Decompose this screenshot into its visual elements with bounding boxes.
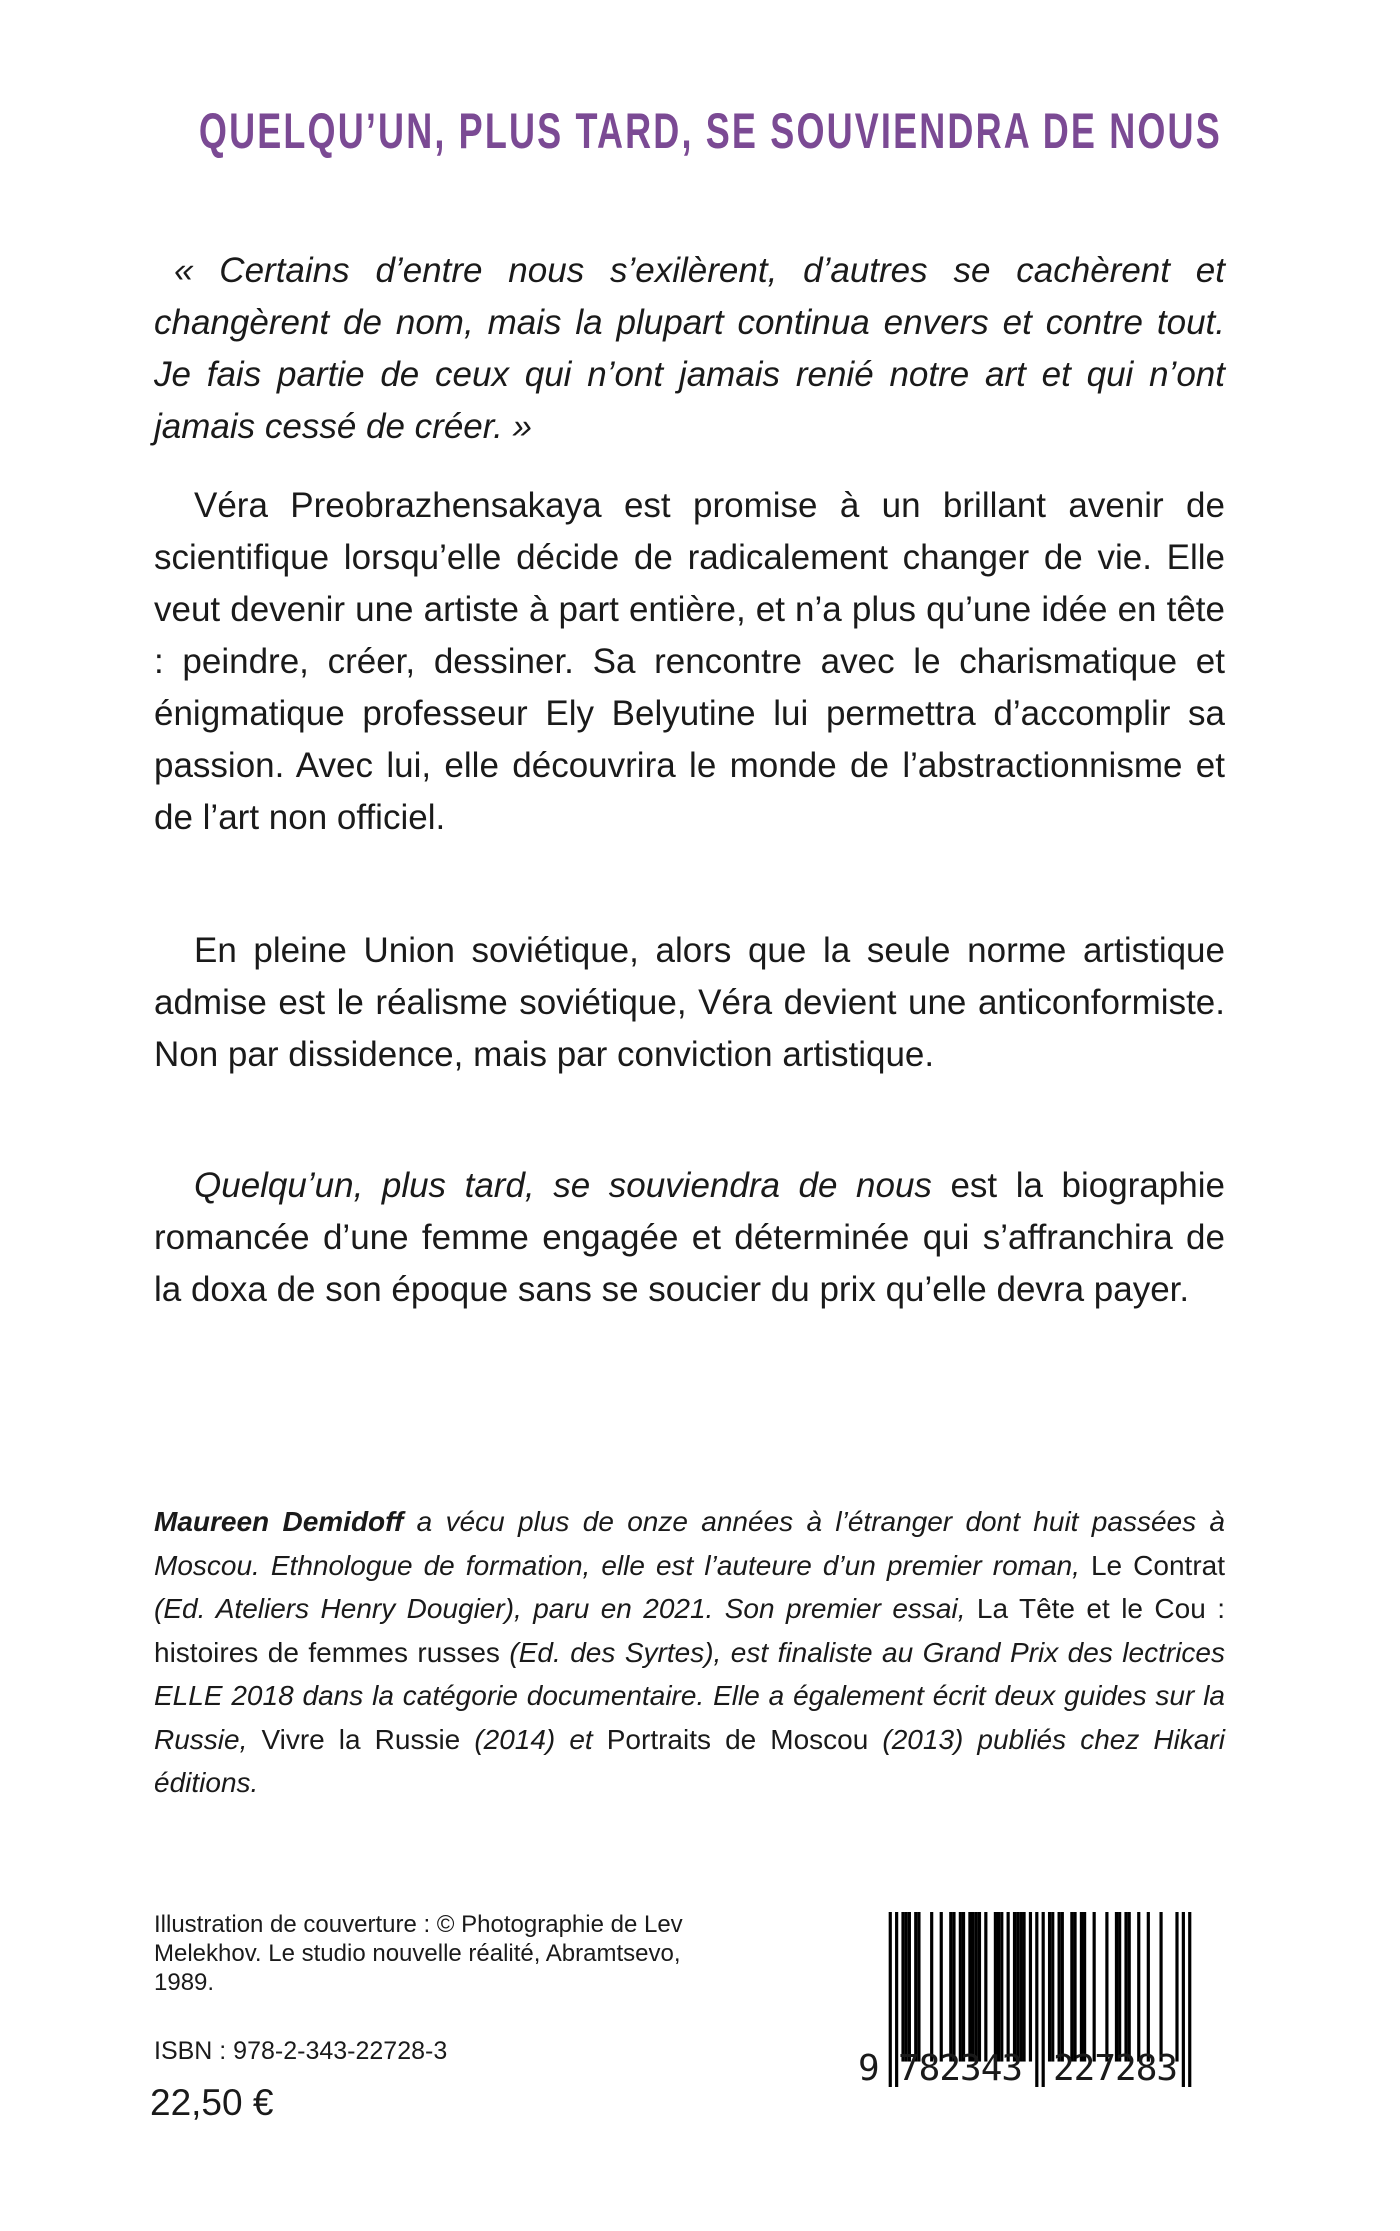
synopsis-paragraph-1 [154, 480, 1225, 844]
barcode-bar [962, 1912, 965, 2062]
barcode-bar [1083, 1912, 1086, 2062]
bio-text: (2014) et [460, 1723, 607, 1755]
price: 22,50 € [150, 2082, 274, 2123]
barcode-bar [905, 1912, 908, 2062]
synopsis-paragraph-3 [154, 1160, 1225, 1316]
barcode-bar [1016, 1912, 1019, 2062]
paragraph-text: Véra Preobrazhensakaya est promise à un brillant avenir de scientifique lorsqu’elle décide de radicalement changer de vie. Elle veut devenir une artiste à part entière, et n’a plus qu’une idée en tête : peindre, créer, dessiner. Sa rencontre avec le charismatique et énigmatique professeur Ely Belyutine lui permettra d’accomplir sa passion. Avec lui, elle découvrira le monde de l’abstractionnisme et de l’art non officiel. [154, 486, 1225, 837]
barcode-right-digits: 227283 [1053, 2048, 1178, 2089]
barcode-bar [1035, 1912, 1038, 2087]
barcode-bar [1019, 1912, 1022, 2062]
barcode-bar [889, 1912, 892, 2087]
barcode-bar [949, 1912, 952, 2062]
barcode-bar [1105, 1912, 1108, 2062]
barcode-bar [1182, 1912, 1185, 2087]
epigraph-quote [154, 245, 1225, 453]
barcode-bar [1013, 1912, 1016, 2062]
barcode-bar [978, 1912, 981, 2062]
barcode-bar [1070, 1912, 1073, 2062]
barcode-bar [940, 1912, 943, 2062]
barcode-left-digits: 782343 [898, 2048, 1023, 2089]
bio-text: (2013) publiés chez Hikari éditions. [154, 1723, 1225, 1798]
barcode-bar [1093, 1912, 1096, 2062]
bio-text: (Ed. Ateliers Henry Dougier), paru en 2021. Son premier essai, [154, 1593, 977, 1624]
barcode-bar [901, 1912, 904, 2062]
barcode-bar [1124, 1912, 1127, 2062]
barcode-bar [1128, 1912, 1131, 2062]
author-bio [154, 1500, 1225, 1805]
barcode-bar [1000, 1912, 1003, 2062]
barcode-bar [952, 1912, 955, 2062]
barcode-bar [1159, 1912, 1162, 2062]
bio-work-title: Vivre la Russie [261, 1723, 461, 1755]
bio-text: (Ed. des Syrtes), est finaliste au Grand Prix des lectrices ELLE 2018 dans la catégorie documentaire. Elle a également écrit deux guides sur la Russie, [154, 1636, 1225, 1755]
bio-text: a vécu plus de onze années à l’étranger dont huit passées à Moscou. Ethnologue de formation, elle est l’auteure d’un premier roman, [154, 1506, 1225, 1581]
barcode-bar [1175, 1912, 1178, 2062]
barcode-bar [968, 1912, 971, 2062]
barcode-bar [1080, 1912, 1083, 2062]
barcode-first-digit: 9 [858, 2048, 880, 2089]
barcode-bar [1137, 1912, 1140, 2062]
bio-work-title: Portraits de Moscou [606, 1723, 869, 1755]
barcode-bar [975, 1912, 978, 2062]
barcode-bar [1147, 1912, 1150, 2062]
isbn: ISBN : 978-2-343-22728-3 [154, 2037, 448, 2065]
barcode-bar [994, 1912, 997, 2062]
barcode-bar [984, 1912, 987, 2062]
barcode-bar [1051, 1912, 1054, 2062]
bio-work-title: La Tête et le Cou : histoires de femmes russes [154, 1593, 1225, 1668]
bio-work-title: Le Contrat [1090, 1549, 1225, 1581]
barcode-bar [1029, 1912, 1032, 2062]
barcode-bar [930, 1912, 933, 2062]
barcode-bar [959, 1912, 962, 2062]
barcode-bar [1073, 1912, 1076, 2062]
book-title-italic: Quelqu’un, plus tard, se souviendra de nous [194, 1166, 932, 1205]
barcode-bar [972, 1912, 975, 2062]
cover-illustration-credit: Illustration de couverture : © Photographie de Lev Melekhov. Le studio nouvelle réalité, Abramtsevo, 1989. [154, 1911, 683, 1996]
barcode-bar [908, 1912, 911, 2062]
barcode-bar [917, 1912, 920, 2062]
paragraph-text: En pleine Union soviétique, alors que la seule norme artistique admise est le réalisme soviétique, Véra devient une anticonformiste. Non par dissidence, mais par conviction artistique. [154, 931, 1225, 1074]
barcode-bar [914, 1912, 917, 2062]
barcode-bar [1058, 1912, 1061, 2062]
quote-text: « Certains d’entre nous s’exilèrent, d’autres se cachèrent et changèrent de nom, mais la plupart continua envers et contre tout. Je fais partie de ceux qui n’ont jamais renié notre art et qui n’ont jamais cessé de créer. » [154, 251, 1225, 446]
paragraph-text: est la biographie romancée d’une femme engagée et déterminée qui s’affranchira de la doxa de son époque sans se soucier du prix qu’elle devra payer. [154, 1166, 1225, 1309]
title-text: QUELQU’UN, PLUS TARD, SE SOUVIENDRA DE NOUS [198, 103, 1222, 159]
barcode-bar [1007, 1912, 1010, 2062]
barcode-bar [1115, 1912, 1118, 2062]
barcode-bar [1022, 1912, 1025, 2062]
book-title-heading [0, 102, 1400, 160]
barcode-bar [1048, 1912, 1051, 2062]
barcode-bar [1042, 1912, 1045, 2087]
author-name: Maureen Demidoff [154, 1506, 404, 1537]
barcode-bar [997, 1912, 1000, 2062]
synopsis-paragraph-2 [154, 925, 1225, 1081]
barcode-bar [1061, 1912, 1064, 2062]
barcode-bar [1188, 1912, 1191, 2087]
barcode-bar [1118, 1912, 1121, 2062]
